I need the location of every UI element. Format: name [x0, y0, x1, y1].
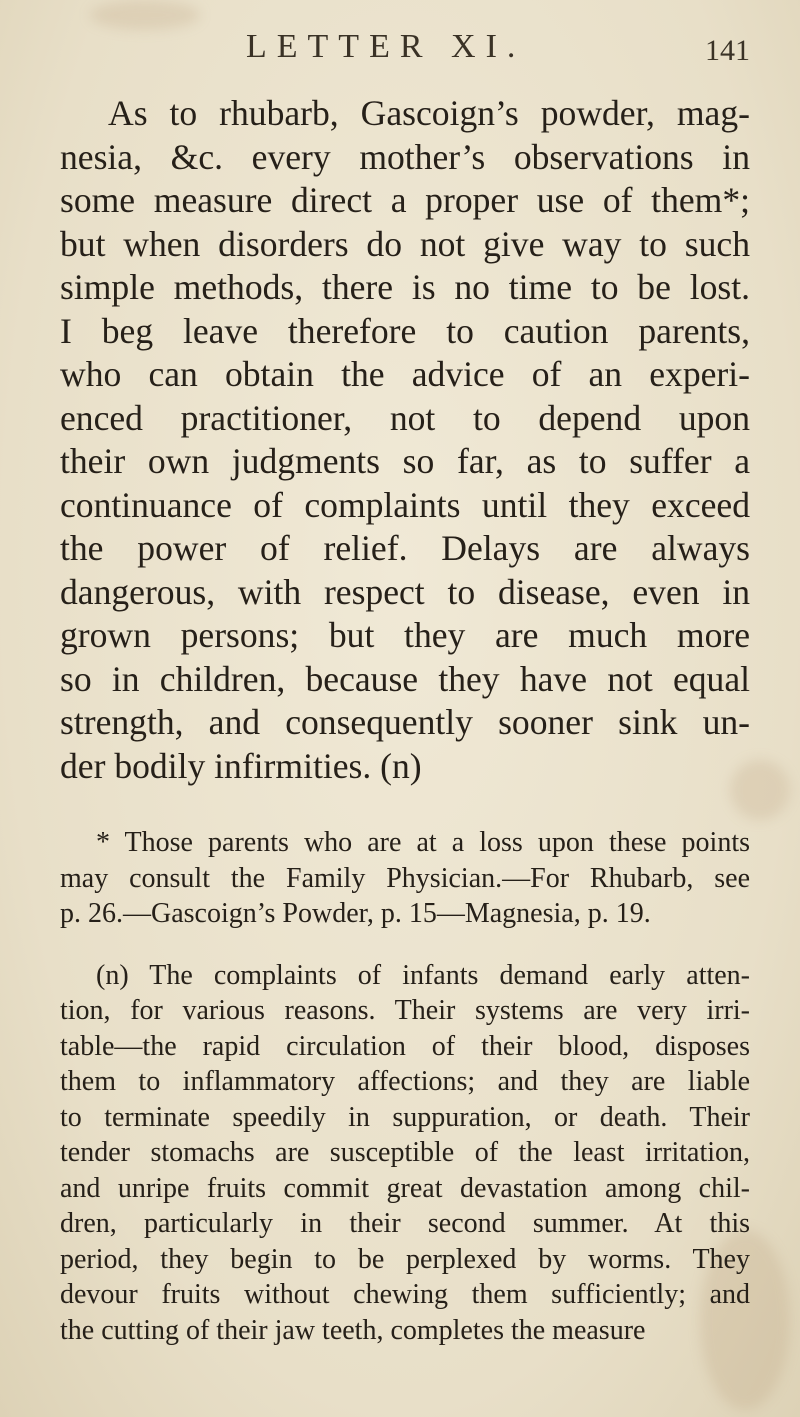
footnote-line: tender stomachs are susceptible of the least irritation,: [60, 1137, 750, 1168]
text-line: enced practitioner, not to depend upon: [60, 397, 750, 438]
running-head: LETTER XI.: [246, 28, 526, 65]
text-line: nesia, &c. every mother’s observations in: [60, 136, 750, 177]
footnote-line: (n) The complaints of infants demand early atten-: [96, 959, 750, 991]
page-header: [60, 24, 750, 84]
footnote-line: p. 26.—Gascoign’s Powder, p. 15—Magnesia, p. 19.: [60, 898, 651, 929]
text-line: simple methods, there is no time to be lost.: [60, 267, 750, 307]
footnote-line: dren, particularly in their second summer. At this: [60, 1208, 750, 1239]
main-paragraph: [60, 92, 750, 788]
footnote-line: devour fruits without chewing them sufficiently; and: [60, 1279, 750, 1310]
footnote-line: them to inflammatory affections; and they are liable: [60, 1066, 750, 1097]
text-line: so in children, because they have not equal: [60, 658, 750, 699]
footnote-asterisk: [60, 825, 750, 932]
page-number: 141: [705, 34, 750, 67]
footnote-n: [60, 958, 750, 1349]
footnote-line: the cutting of their jaw teeth, completes the measure: [60, 1314, 646, 1346]
footnote-line: to terminate speedily in suppuration, or death. Their: [60, 1101, 750, 1133]
text-line: the power of relief. Delays are always: [60, 528, 750, 568]
text-line: As to rhubarb, Gascoign’s powder, mag-: [108, 93, 750, 133]
text-line: I beg leave therefore to caution parents,: [60, 310, 750, 351]
footnote-line: tion, for various reasons. Their systems are very irri-: [60, 995, 750, 1026]
text-line: who can obtain the advice of an experi-: [60, 354, 750, 394]
text-line: but when disorders do not give way to such: [60, 223, 750, 264]
text-line: der bodily infirmities. (n): [60, 745, 422, 786]
footnotes: [60, 825, 750, 1374]
text-line: their own judgments so far, as to suffer a: [60, 441, 750, 481]
footnote-line: table—the rapid circulation of their blood, disposes: [60, 1030, 750, 1062]
footnote-line: may consult the Family Physician.—For Rhubarb, see: [60, 862, 750, 894]
text-line: dangerous, with respect to disease, even in: [60, 571, 750, 612]
footnote-line: and unripe fruits commit great devastation among chil-: [60, 1172, 750, 1204]
text-line: some measure direct a proper use of them*;: [60, 180, 750, 220]
footnote-line: * Those parents who are at a loss upon these points: [96, 827, 750, 858]
text-line: continuance of complaints until they exceed: [60, 484, 750, 525]
text-line: strength, and consequently sooner sink un-: [60, 702, 750, 742]
text-line: grown persons; but they are much more: [60, 615, 750, 655]
footnote-line: period, they begin to be perplexed by worms. They: [60, 1243, 750, 1275]
